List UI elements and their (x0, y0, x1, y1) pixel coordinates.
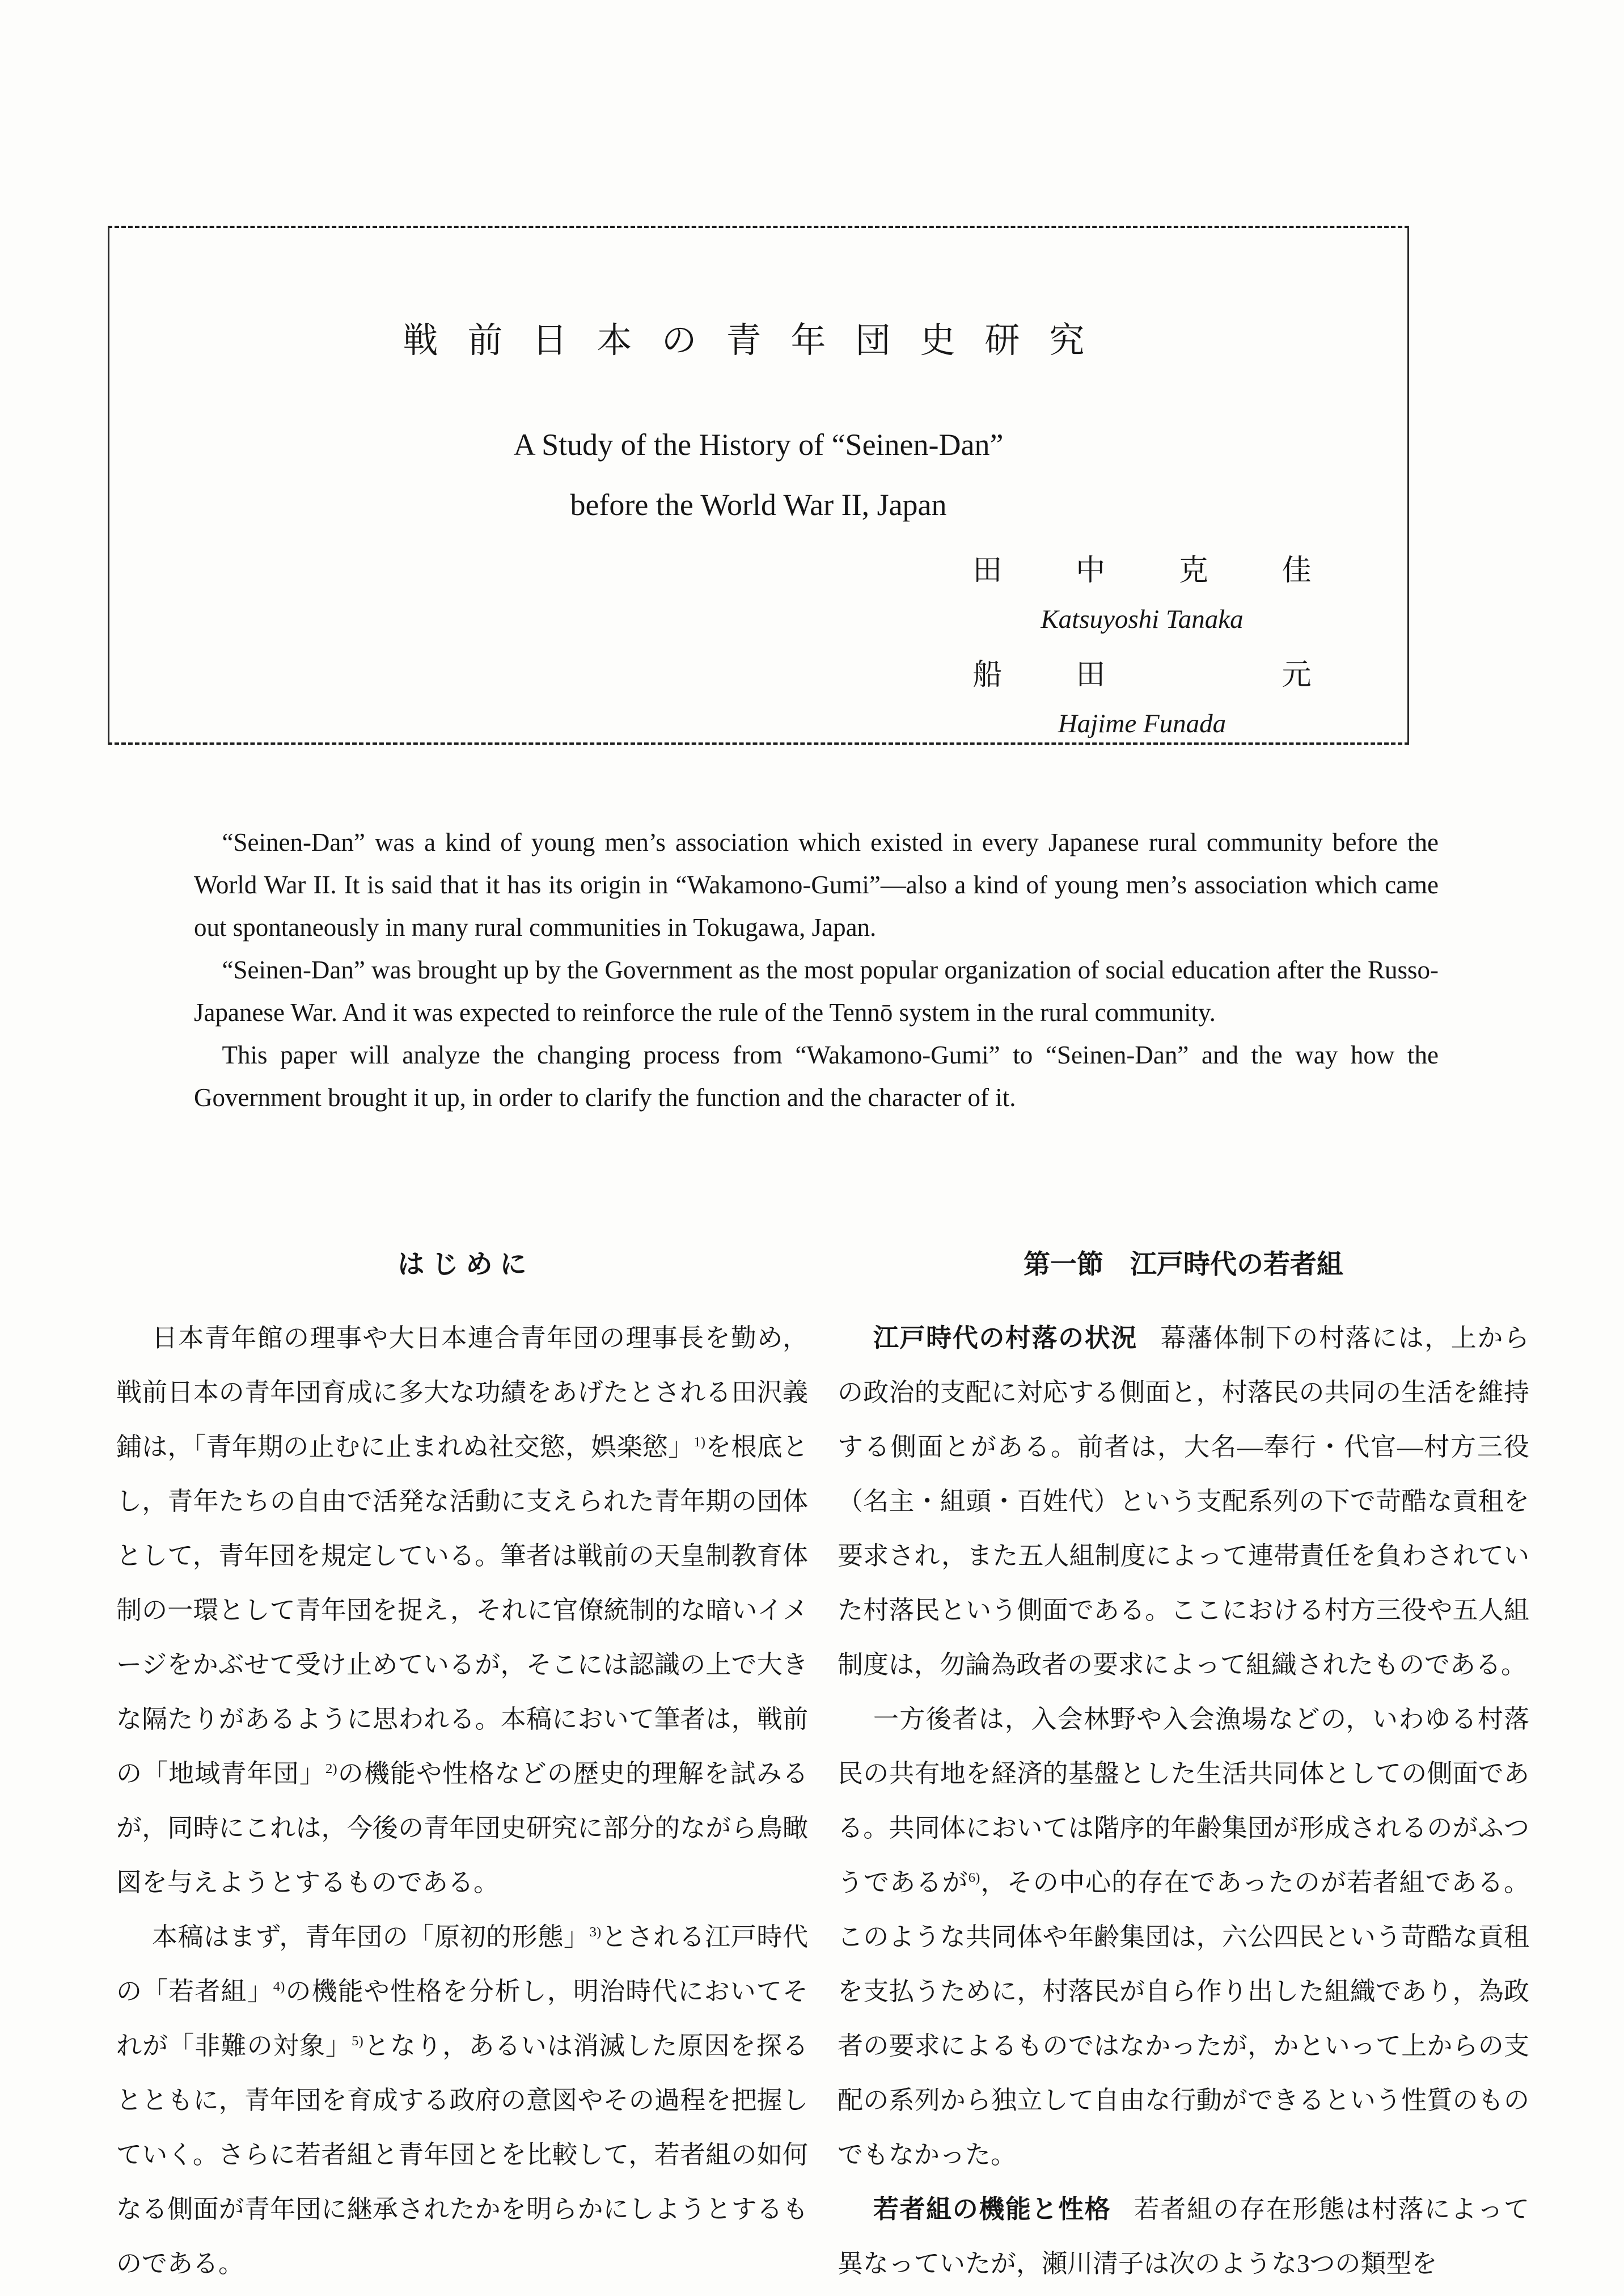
author-kanji: 田 (1076, 659, 1106, 691)
author-kanji: 元 (1282, 659, 1312, 691)
author-name-english-funada: Hajime Funada (1058, 709, 1227, 738)
run-in-heading-village-situation: 江戸時代の村落の状況 (873, 1323, 1137, 1352)
introduction-heading: は じ め に (397, 1249, 527, 1279)
column-right-section1 (838, 1243, 1529, 2291)
introduction-paragraph-2: 本稿はまず，青年団の「原初的形態」$^{3)}$とされる江戸時代の「若者組」$^{4)}$の機能や性格を分析し，明治時代においてそれが「非難の対象」$^{5)}$となり，あるいは消滅した原因を探るとともに，青年団を育成する政府の意図やその過程を把握していく。さらに若者組と青年団とを比較して，若者組の如何なる側面が青年団に継承されたかを明らかにしようとするものである。 (116, 1923, 808, 2278)
abstract-block (194, 821, 1439, 1119)
author-kanji: 佳 (1282, 554, 1312, 587)
author-row-funada-kanji (972, 645, 1312, 698)
title-box (108, 226, 1409, 745)
author-kanji: 船 (972, 659, 1003, 691)
introduction-paragraph-1: 日本青年館の理事や大日本連合青年団の理事長を勤め，戦前日本の青年団育成に多大な功績をあげたとされる田沢義鋪は，「青年期の止むに止まれぬ社交慾，娯楽慾」$^{1)}$を根底とし，青年たちの自由で活発な活動に支えられた青年期の団体として，青年団を規定している。筆者は戦前の天皇制教育体制の一環として青年団を捉え，それに官僚統制的な暗いイメージをかぶせて受け止めているが，そこには認識の上で大きな隔たりがあるように思われる。本稿において筆者は，戦前の「地域青年団」$^{2)}$の機能や性格などの歴史的理解を試みるが，同時にこれは，今後の青年団史研究に部分的ながら鳥瞰図を与えようとするものである。 (116, 1324, 808, 1897)
author-kanji (1178, 651, 1209, 693)
author-kanji: 中 (1076, 554, 1106, 587)
abstract-paragraph-2: “Seinen-Dan” was brought up by the Government as the most popular organization of social education after the Russo-Japanese War. And it was expected to reinforce the rule of the Tennō system in the rural community. (194, 956, 1439, 1027)
author-row-tanaka-english (972, 593, 1312, 645)
abstract-paragraph-3: This paper will analyze the changing process from “Wakamono-Gumi” to “Seinen-Dan” and the way how the Government brought it up, in order to clarify the function and the character of it. (194, 1041, 1439, 1112)
author-name-japanese-funada (972, 651, 1312, 693)
paper-title-english-line2: before the World War II, Japan (570, 488, 947, 522)
paper-title-english-line1: A Study of the History of “Seinen-Dan” (513, 428, 1004, 462)
paper-title-japanese: 戦前日本の青年団史研究 (403, 322, 1114, 360)
section1-paragraph-1 (838, 1311, 1529, 1692)
column-left-introduction (116, 1243, 808, 2291)
author-row-funada-english (972, 698, 1312, 750)
author-kanji: 克 (1178, 554, 1208, 587)
authors-block (972, 541, 1312, 750)
run-in-heading-wakamonogumi-function: 若者組の機能と性格 (873, 2194, 1111, 2223)
author-name-japanese-tanaka (972, 546, 1312, 589)
section1-heading: 第一節 江戸時代の若者組 (1024, 1249, 1343, 1279)
author-row-tanaka-kanji (972, 541, 1312, 593)
section1-paragraph-3-text: 若者組の存在形態は村落によって異なっていたが，瀬川清子は次のような3つの類型を (838, 2195, 1529, 2278)
body-columns (116, 1243, 1529, 2291)
author-kanji: 田 (972, 554, 1003, 587)
section1-paragraph-3 (838, 2182, 1529, 2291)
section1-paragraph-2: 一方後者は，入会林野や入会漁場などの，いわゆる村落民の共有地を経済的基盤とした生活共同体としての側面である。共同体においては階序的年齢集団が形成されるのがふつうであるが$^{6)}$，その中心的存在であったのが若者組である。このような共同体や年齢集団は，六公四民という苛酷な貢租を支払うために，村落民が自ら作り出した組織であり，為政者の要求によるものではなかったが，かといって上からの支配の系列から独立して自由な行動ができるという性質のものでもなかった。 (838, 1705, 1529, 2169)
author-name-english-tanaka: Katsuyoshi Tanaka (1041, 605, 1244, 634)
abstract-paragraph-1: “Seinen-Dan” was a kind of young men’s association which existed in every Japanese rural community before the World War II. It is said that it has its origin in “Wakamono-Gumi”—also a kind of young men’s association which came out spontaneously in many rural communities in Tokugawa, Japan. (194, 828, 1439, 942)
paper-title-english (109, 415, 1407, 535)
section1-paragraph-1-text: 幕藩体制下の村落には，上からの政治的支配に対応する側面と，村落民の共同の生活を維持する側面とがある。前者は，大名―奉行・代官―村方三役（名主・組頭・百姓代）という支配系列の下で苛酷な貢租を要求され，また五人組制度によって連帯責任を負わされていた村落民という側面である。ここにおける村方三役や五人組制度は，勿論為政者の要求によって組織されたものである。 (838, 1324, 1529, 1679)
